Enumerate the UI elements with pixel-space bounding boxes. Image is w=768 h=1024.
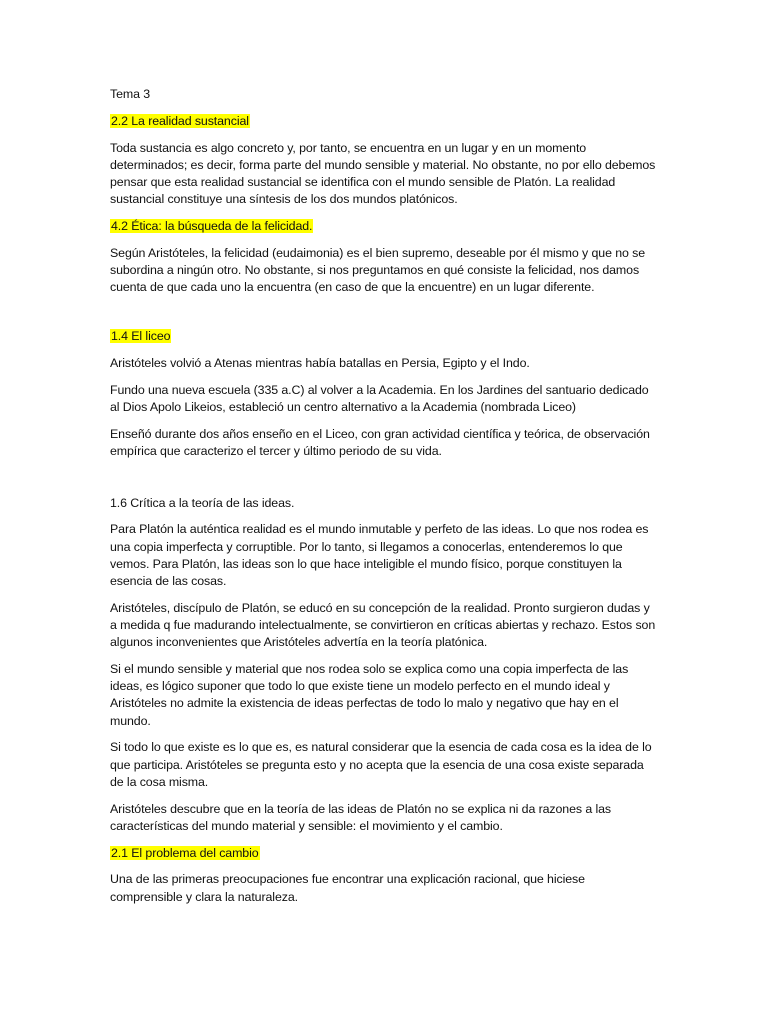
blank-line [110,470,658,495]
paragraph: Si el mundo sensible y material que nos rodea solo se explica como una copia imperfecta de las ideas, es lógico suponer que todo lo que existe tiene un modelo perfecto en el mundo ideal y Aristóteles no admite la existencia de ideas perfectas de todo lo malo y negativo que hay en el mundo. [110,662,629,728]
section-heading [110,328,658,345]
paragraph: Enseñó durante dos años enseño en el Liceo, con gran actividad científica y teórica, de observación empírica que caracterizo el tercer y último periodo de su vida. [110,426,650,458]
document-page [110,86,658,915]
paragraph: Si todo lo que existe es lo que es, es natural considerar que la esencia de cada cosa es la idea de lo que participa. Aristóteles se pregunta esto y no acepta que la esencia de una cosa existe separada de la cosa misma. [110,740,652,789]
paragraph: Una de las primeras preocupaciones fue encontrar una explicación racional, que hiciese comprensible y clara la naturaleza. [110,872,585,904]
paragraph: Fundo una nueva escuela (335 a.C) al volver a la Academia. En los Jardines del santuario dedicado al Dios Apolo Likeios, estableció un centro alternativo a la Academia (nombrada Liceo) [110,382,649,414]
paragraph: Según Aristóteles, la felicidad (eudaimonia) es el bien supremo, deseable por él mismo y que no se subordina a ningún otro. No obstante, si nos preguntamos en qué consiste la felicidad, nos damos cuenta de que cada uno la encuentra (en caso de que la encuentre) en un lugar diferente. [110,245,646,295]
highlighted-heading-text: 1.4 El liceo [111,329,171,343]
paragraph: Toda sustancia es algo concreto y, por tanto, se encuentra en un lugar y en un momento determinados; es decir, forma parte del mundo sensible y material. No obstante, no por ello debemos pensar que esta realidad sustancial se identifica con el mundo sensible de Platón. La realidad sustancial constituye una síntesis de los dos mundos platónicos. [110,140,656,207]
highlighted-heading-text: 4.2 Ética: la búsqueda de la felicidad. [111,219,313,233]
section-heading [110,845,658,862]
section-heading [110,218,658,235]
section-heading: 1.6 Crítica a la teoría de las ideas. [110,495,295,510]
paragraph: Aristóteles volvió a Atenas mientras había batallas en Persia, Egipto y el Indo. [110,355,530,370]
highlighted-heading-text: 2.2 La realidad sustancial [111,113,249,128]
paragraph: Aristóteles descubre que en la teoría de las ideas de Platón no se explica ni da razones a las características del mundo material y sensible: el movimiento y el cambio. [110,801,612,833]
document-title: Tema 3 [110,87,151,101]
paragraph: Para Platón la auténtica realidad es el mundo inmutable y perfeto de las ideas. Lo que nos rodea es una copia imperfecta y corruptible. Por lo tanto, si llegamos a conocerlas, entenderemos lo que vemos. Para Platón, las ideas son lo que hace inteligible el mundo físico, porque constituyen la esencia de las cosas. [110,522,649,588]
highlighted-heading-text: 2.1 El problema del cambio [111,845,259,860]
section-heading [110,113,658,130]
paragraph: Aristóteles, discípulo de Platón, se educó en su concepción de la realidad. Pronto surgieron dudas y a medida q fue madurando intelectualmente, se convirtieron en críticas abiertas y rechazo. Estos son algunos inconvenientes que Aristóteles advertía en la teoría platónica. [110,600,656,650]
blank-line [110,306,658,328]
